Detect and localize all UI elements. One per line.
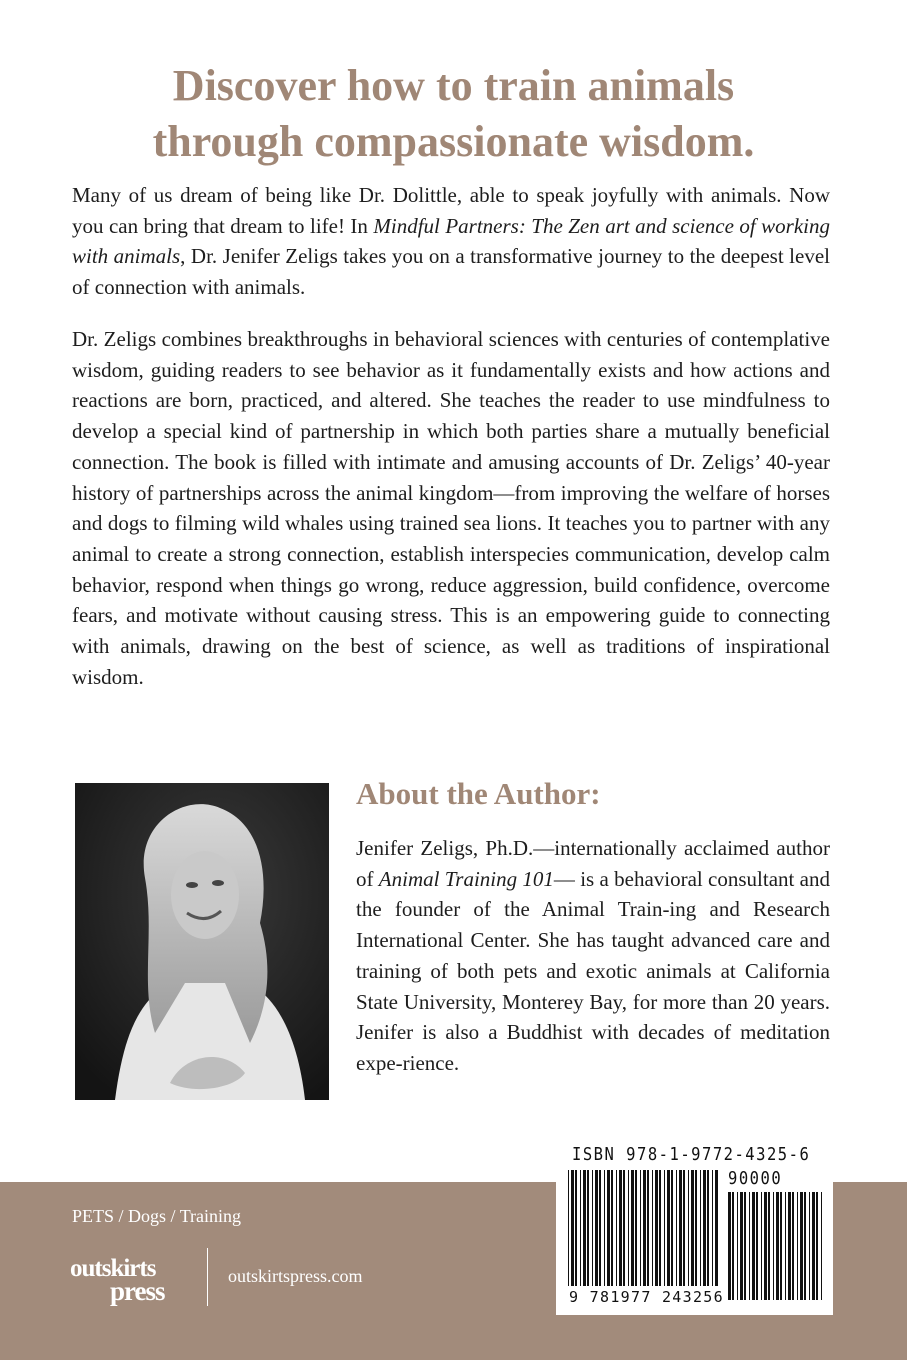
barcode-bar xyxy=(667,1170,670,1286)
barcode-bar xyxy=(676,1170,677,1286)
barcode-bar xyxy=(575,1170,577,1286)
barcode-bar xyxy=(773,1192,774,1300)
barcode-bar xyxy=(623,1170,625,1286)
barcode-bar xyxy=(647,1170,649,1286)
logo-top-text: outskirts xyxy=(70,1255,156,1282)
about-author-text xyxy=(356,833,830,1079)
barcode-bar xyxy=(776,1192,779,1300)
barcode-bar xyxy=(780,1192,782,1300)
barcode-bar xyxy=(619,1170,622,1286)
barcode-bar xyxy=(816,1192,818,1300)
previous-book-title: Animal Training 101 xyxy=(378,866,554,891)
barcode-bar xyxy=(655,1170,658,1286)
barcode-bar xyxy=(700,1170,701,1286)
barcode-bar xyxy=(628,1170,629,1286)
isbn-label: ISBN 978-1-9772-4325-6 xyxy=(572,1144,811,1165)
barcode-bar xyxy=(599,1170,601,1286)
barcode-bar xyxy=(592,1170,593,1286)
barcode-bar xyxy=(788,1192,791,1300)
barcode-bar xyxy=(587,1170,589,1286)
barcode-bar xyxy=(595,1170,598,1286)
barcode-bar xyxy=(580,1170,581,1286)
barcode-bar xyxy=(631,1170,634,1286)
about-author-heading: About the Author: xyxy=(356,776,601,811)
barcode-bar xyxy=(812,1192,815,1300)
logo-bottom-text: press xyxy=(110,1276,165,1306)
barcode-bar xyxy=(749,1192,750,1300)
barcode-bar xyxy=(671,1170,673,1286)
barcode-bar xyxy=(792,1192,794,1300)
barcode-bar xyxy=(809,1192,810,1300)
barcode-bar xyxy=(728,1192,731,1300)
barcode-bar xyxy=(732,1192,734,1300)
barcode-bar xyxy=(744,1192,746,1300)
publisher-logo xyxy=(70,1252,192,1308)
barcode-bar xyxy=(604,1170,605,1286)
barcode-bar xyxy=(635,1170,637,1286)
barcode-bar xyxy=(683,1170,685,1286)
barcode-bar xyxy=(607,1170,610,1286)
barcode-bar xyxy=(568,1170,569,1286)
isbn-barcode xyxy=(556,1140,833,1315)
barcode-bar xyxy=(797,1192,798,1300)
isbn-digits: 9 781977 243256 xyxy=(569,1288,724,1306)
barcode-bar xyxy=(691,1170,694,1286)
book-title: Mindful Partners: The Zen art and science of working with animals xyxy=(72,213,830,269)
author-photo-image xyxy=(75,783,329,1100)
barcode-bar xyxy=(752,1192,755,1300)
barcode-bar xyxy=(659,1170,661,1286)
barcode-bar xyxy=(616,1170,617,1286)
barcode-bar xyxy=(712,1170,713,1286)
about-text-rest: — is a behavioral consultant and the founder of the Animal Train-ing and Research International Center. She has taught advanced care and training of both pets and exotic animals at California State University, Monterey Bay, for more than 20 years. Jenifer is also a Buddhist with decades of meditation expe-rience. xyxy=(356,866,830,1075)
barcode-bar xyxy=(703,1170,706,1286)
barcode-bar xyxy=(679,1170,682,1286)
barcode-bar xyxy=(737,1192,738,1300)
barcode-bar xyxy=(707,1170,709,1286)
barcode-bar xyxy=(761,1192,762,1300)
barcode-bar xyxy=(800,1192,803,1300)
logo-divider xyxy=(207,1248,208,1306)
barcode-bar xyxy=(715,1170,718,1286)
description-p1-rest: , Dr. Jenifer Zeligs takes you on a transformative journey to the deepest level of connection with animals. xyxy=(72,244,830,300)
barcode-bar xyxy=(611,1170,613,1286)
barcode-bar xyxy=(756,1192,758,1300)
barcode-bar xyxy=(571,1170,574,1286)
barcode-bar xyxy=(643,1170,646,1286)
barcode-bar xyxy=(583,1170,586,1286)
barcode-bar xyxy=(688,1170,689,1286)
description-p1-intro: Many of us dream of being like Dr. Dolittle, able to speak joyfully with animals. Now you can bring that dream to life! In xyxy=(72,183,830,238)
barcode-bar xyxy=(664,1170,665,1286)
description-paragraph-1 xyxy=(72,180,830,303)
headline xyxy=(40,58,867,170)
barcode-bar xyxy=(804,1192,806,1300)
barcode-bar xyxy=(640,1170,641,1286)
headline-line-1: Discover how to train animals xyxy=(172,61,735,110)
barcode-bar xyxy=(740,1192,743,1300)
headline-line-2: through compassionate wisdom. xyxy=(152,117,755,166)
barcode-bar xyxy=(785,1192,786,1300)
publisher-website: outskirtspress.com xyxy=(228,1266,363,1286)
description-paragraph-2: Dr. Zeligs combines breakthroughs in behavioral sciences with centuries of contemplative wisdom, guiding readers to see behavior as it fundamentally exists and how actions and reactions are born, practiced, and altered. She teaches the reader to use mindfulness to develop a special kind of partnership in which both parties share a mutually beneficial connection. The book is filled with intimate and amusing accounts of Dr. Zeligs’ 40-year history of partnerships across the animal kingdom—from improving the welfare of horses and dogs to filming wild whales using trained sea lions. It teaches you to partner with any animal to create a strong connection, establish interspecies communication, develop calm behavior, respond when things go wrong, reduce aggression, build confidence, overcome fears, and motivate without causing stress. This is an empowering guide to connecting with animals, drawing on the best of science, as well as traditions of inspirational wisdom. xyxy=(72,327,830,689)
barcode-bar xyxy=(652,1170,653,1286)
category-label: PETS / Dogs / Training xyxy=(72,1206,242,1226)
barcode-bar xyxy=(695,1170,697,1286)
barcode-bar xyxy=(768,1192,770,1300)
barcode-bar xyxy=(764,1192,767,1300)
author-photo xyxy=(75,783,329,1100)
barcode-bar xyxy=(821,1192,822,1300)
price-code: 90000 xyxy=(728,1168,783,1189)
about-text-intro: Jenifer Zeligs, Ph.D.—internationally acclaimed author of xyxy=(356,836,830,891)
